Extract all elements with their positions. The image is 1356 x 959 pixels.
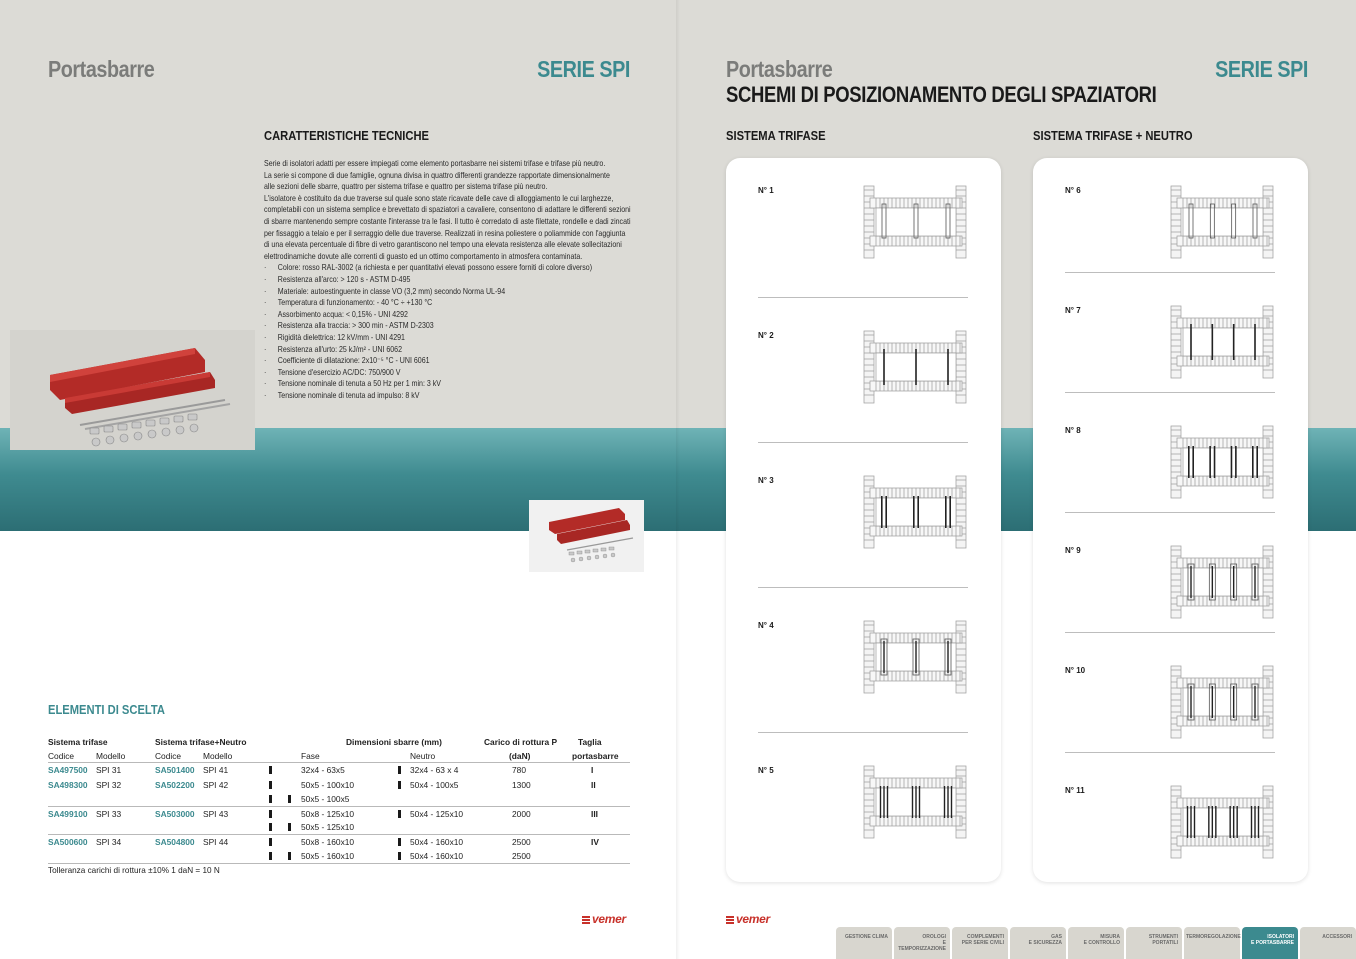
- table-row: [48, 778, 630, 792]
- cell-taglia: IV: [591, 837, 599, 848]
- table-header-row-1: [48, 735, 630, 749]
- busbar-icon: [269, 810, 272, 818]
- cell-neutro: 50x4 - 100x5: [410, 779, 459, 790]
- th-neutro: Neutro: [410, 751, 436, 762]
- section-tab-label-2: PER SERIE CIVILI: [961, 940, 1004, 946]
- section-tab-label-2: E CONTROLLO: [1083, 940, 1120, 946]
- busbar-icon: [288, 852, 291, 860]
- spacer-diagram: [862, 184, 970, 260]
- right-page-title: Portasbarre: [726, 56, 833, 82]
- busbar-icon: [398, 781, 401, 789]
- tech-paragraph-line: completabili con un sistema semplice e brevettato di spaziatori a cavaliere, consentono di adattare le differenti sezioni: [264, 205, 631, 215]
- cell-modello: SPI 31: [96, 765, 122, 776]
- scheme-separator: [1065, 272, 1275, 273]
- tech-text: [264, 158, 631, 401]
- section-tab-label: ACCESSORI: [1322, 934, 1352, 940]
- spacer-diagram: [1169, 184, 1277, 260]
- table-row: [48, 792, 630, 806]
- scheme-diagram: [862, 764, 970, 845]
- section-tab[interactable]: [836, 927, 892, 959]
- busbar-icon: [398, 766, 401, 774]
- table-row: [48, 849, 630, 863]
- col1-heading: SISTEMA TRIFASE: [726, 128, 826, 143]
- left-logo: vemer: [582, 912, 626, 926]
- section-tab[interactable]: [1300, 927, 1356, 959]
- section-tab-label-2: E SICUREZZA: [1028, 940, 1062, 946]
- busbar-icon: [269, 838, 272, 846]
- scheme-separator: [758, 732, 968, 733]
- scheme-separator: [758, 587, 968, 588]
- tech-bullet: · Resistenza all'arco: > 120 s - ASTM D-495: [264, 274, 591, 286]
- scheme-diagram: [1169, 304, 1277, 385]
- tech-paragraph-line: di una elevata percentuale di fibre di vetro garantiscono nel tempo una elevata resistenza alle elevate sollecitazioni: [264, 240, 622, 250]
- scheme-label: N° 7: [1065, 306, 1081, 315]
- tech-paragraph-line: alle sezioni delle sbarre, quattro per sistema trifase e quattro per sistema trifase più neutro.: [264, 182, 548, 192]
- right-series-title: SERIE SPI: [1215, 56, 1308, 82]
- cell-modello2: SPI 42: [203, 779, 229, 790]
- scheme-label: N° 1: [758, 186, 774, 195]
- scheme-label: N° 4: [758, 621, 774, 630]
- section-tab-label: MISURA: [1100, 934, 1120, 940]
- right-page-subtitle: SCHEMI DI POSIZIONAMENTO DEGLI SPAZIATORI: [726, 82, 1157, 107]
- right-logo: vemer: [726, 912, 770, 926]
- cell-carico: 780: [512, 765, 526, 776]
- cell-modello: SPI 32: [96, 779, 122, 790]
- tech-paragraph-line: di sbarre mantenendo sempre costante l'interasse tra le fasi. Il tutto è corredato di aste filettate, rondelle e dadi zincati: [264, 216, 631, 226]
- busbar-icon: [269, 781, 272, 789]
- scheme-label: N° 5: [758, 766, 774, 775]
- neutro-card: [1033, 158, 1308, 882]
- tech-paragraph-line: per fissaggio a telaio e per il serraggio delle due traverse. Realizzati in resina poliestere o poliammide con l'aggiunta: [264, 228, 626, 238]
- tech-bullet: · Tensione nominale di tenuta ad impulso: 8 kV: [264, 390, 591, 402]
- scheme-separator: [1065, 392, 1275, 393]
- th-dimensioni: Dimensioni sbarre (mm): [346, 737, 442, 747]
- cell-neutro: 50x4 - 160x10: [410, 837, 464, 848]
- th-codice: Codice: [48, 751, 75, 762]
- tech-bullet: · Resistenza all'urto: 25 kJ/m² - UNI 6062: [264, 344, 591, 356]
- scheme-label: N° 3: [758, 476, 774, 485]
- scheme-separator: [1065, 632, 1275, 633]
- tech-paragraph-line: Serie di isolatori adatti per essere impiegati come elemento portasbarre nei sistemi trifase e trifase più neutro.: [264, 159, 606, 168]
- section-tab[interactable]: [894, 927, 950, 959]
- busbar-icon: [269, 795, 272, 803]
- table-row: [48, 806, 630, 820]
- th-taglia-2: portasbarre: [572, 751, 619, 762]
- table-row: [48, 763, 630, 777]
- cell-codice: SA499100: [48, 808, 88, 819]
- table-row: [48, 820, 630, 834]
- tech-bullet: · Colore: rosso RAL-3002 (a richiesta e per quantitativi elevati possono essere forniti di colore diverso): [264, 262, 591, 274]
- busbar-icon: [398, 838, 401, 846]
- th-modello-2: Modello: [203, 751, 233, 762]
- spacer-diagram: [1169, 544, 1277, 620]
- th-taglia: Taglia: [578, 737, 602, 747]
- section-tab-label: OROLOGI: [922, 934, 946, 940]
- tech-bullet: · Temperatura di funzionamento: - 40 °C ÷ +130 °C: [264, 297, 591, 309]
- tech-bullet: · Coefficiente di dilatazione: 2x10⁻⁵ °C - UNI 6061: [264, 355, 591, 367]
- table-title: ELEMENTI DI SCELTA: [48, 702, 165, 717]
- scheme-diagram: [1169, 784, 1277, 865]
- tech-bullet: · Materiale: autoestinguente in classe VO (3,2 mm) secondo Norma UL-94: [264, 286, 591, 298]
- th-carico: Carico di rottura P: [484, 737, 558, 747]
- cell-modello2: SPI 43: [203, 808, 229, 819]
- cell-fase: 50x5 - 100x10: [301, 779, 355, 790]
- cell-carico: 2500: [512, 837, 531, 848]
- th-sistema-trifase: Sistema trifase: [48, 737, 108, 747]
- cell-fase: 32x4 - 63x5: [301, 765, 345, 776]
- table-header-row-2: [48, 749, 630, 763]
- th-carico-unit: (daN): [509, 751, 531, 762]
- busbar-icon: [398, 810, 401, 818]
- tech-bullet: · Rigidità dielettrica: 12 kV/mm - UNI 4291: [264, 332, 591, 344]
- busbar-icon: [288, 795, 291, 803]
- cell-codice: SA498300: [48, 779, 88, 790]
- cell-codice2: SA504800: [155, 837, 195, 848]
- cell-codice: SA497500: [48, 765, 88, 776]
- col2-heading: SISTEMA TRIFASE + NEUTRO: [1033, 128, 1193, 143]
- cell-neutro: 50x4 - 125x10: [410, 808, 464, 819]
- product-image-small: [529, 500, 644, 572]
- th-modello: Modello: [96, 751, 126, 762]
- cell-taglia: I: [591, 765, 594, 776]
- product-image-large: [10, 330, 255, 450]
- cell-neutro: 32x4 - 63 x 4: [410, 765, 459, 776]
- spacer-diagram: [1169, 784, 1277, 860]
- cell-modello: SPI 33: [96, 808, 122, 819]
- selection-table: [48, 735, 630, 864]
- cell-carico: 1300: [512, 779, 531, 790]
- scheme-separator: [1065, 752, 1275, 753]
- section-tab-label: ISOLATORI: [1267, 934, 1294, 940]
- scheme-diagram: [1169, 184, 1277, 265]
- cell-neutro: 50x4 - 160x10: [410, 850, 464, 861]
- busbar-icon: [269, 823, 272, 831]
- busbar-icon: [269, 766, 272, 774]
- scheme-label: N° 8: [1065, 426, 1081, 435]
- cell-fase: 50x5 - 125x10: [301, 822, 355, 833]
- scheme-diagram: [862, 184, 970, 265]
- spacer-diagram: [1169, 424, 1277, 500]
- spacer-diagram: [862, 619, 970, 695]
- scheme-diagram: [1169, 544, 1277, 625]
- table-note: Tolleranza carichi di rottura ±10% 1 daN = 10 N: [48, 866, 220, 875]
- scheme-diagram: [1169, 424, 1277, 505]
- tech-bullet: · Tensione d'esercizio AC/DC: 750/900 V: [264, 367, 591, 379]
- spacer-diagram: [862, 764, 970, 840]
- scheme-label: N° 9: [1065, 546, 1081, 555]
- trifase-card: [726, 158, 1001, 882]
- spacer-diagram: [1169, 304, 1277, 380]
- section-tab-label: COMPLEMENTI: [967, 934, 1004, 940]
- th-codice-2: Codice: [155, 751, 182, 762]
- busbar-icon: [398, 852, 401, 860]
- tech-paragraph: [264, 158, 631, 262]
- tech-bullet: · Resistenza alla traccia: > 300 min - ASTM D-2303: [264, 320, 591, 332]
- section-tab-label: GESTIONE CLIMA: [844, 934, 888, 940]
- table-row: [48, 834, 630, 848]
- cell-modello2: SPI 41: [203, 765, 229, 776]
- tech-paragraph-line: elettrodinamiche dovute alle correnti di guasto ed un ottimo comportamento in atmosfera contaminata.: [264, 251, 583, 261]
- scheme-separator: [758, 442, 968, 443]
- th-sistema-neutro: Sistema trifase+Neutro: [155, 737, 247, 747]
- scheme-label: N° 11: [1065, 786, 1085, 795]
- scheme-diagram: [862, 619, 970, 700]
- scheme-label: N° 2: [758, 331, 774, 340]
- scheme-label: N° 6: [1065, 186, 1081, 195]
- section-tab[interactable]: [1126, 927, 1182, 959]
- tech-paragraph-line: L'isolatore è costituito da due traverse sul quale sono state ricavate delle cave di alloggiamento le cui larghezze,: [264, 193, 614, 203]
- section-tab[interactable]: [1068, 927, 1124, 959]
- cell-fase: 50x5 - 100x5: [301, 793, 350, 804]
- section-tab[interactable]: [1242, 927, 1298, 959]
- scheme-diagram: [862, 329, 970, 410]
- cell-modello: SPI 34: [96, 837, 122, 848]
- scheme-diagram: [1169, 664, 1277, 745]
- busbar-icon: [288, 823, 291, 831]
- cell-modello2: SPI 44: [203, 837, 229, 848]
- section-tab[interactable]: [1010, 927, 1066, 959]
- cell-codice2: SA502200: [155, 779, 195, 790]
- tech-bullets: [264, 262, 591, 401]
- cell-fase: 50x8 - 160x10: [301, 837, 355, 848]
- cell-codice2: SA501400: [155, 765, 195, 776]
- section-tab-label-2: E TEMPORIZZAZIONE: [898, 940, 946, 952]
- cell-taglia: II: [591, 779, 596, 790]
- scheme-diagram: [862, 474, 970, 555]
- cell-taglia: III: [591, 808, 598, 819]
- left-series-title: SERIE SPI: [537, 56, 630, 82]
- page-gutter: [676, 0, 680, 959]
- cell-carico: 2000: [512, 808, 531, 819]
- cell-fase: 50x5 - 160x10: [301, 850, 355, 861]
- section-tab[interactable]: [1184, 927, 1240, 959]
- section-tab-label: STRUMENTI: [1148, 934, 1178, 940]
- table-body: [48, 763, 630, 863]
- left-page-title: Portasbarre: [48, 56, 155, 82]
- cell-carico: 2500: [512, 850, 531, 861]
- spacer-diagram: [1169, 664, 1277, 740]
- tech-heading: CARATTERISTICHE TECNICHE: [264, 128, 430, 143]
- section-tab-label: GAS: [1051, 934, 1062, 940]
- scheme-separator: [1065, 512, 1275, 513]
- cell-codice2: SA503000: [155, 808, 195, 819]
- scheme-label: N° 10: [1065, 666, 1086, 675]
- spacer-diagram: [862, 329, 970, 405]
- tech-bullet: · Tensione nominale di tenuta a 50 Hz per 1 min: 3 kV: [264, 378, 591, 390]
- spacer-diagram: [862, 474, 970, 550]
- section-tab-label-2: PORTATILI: [1152, 940, 1178, 946]
- section-tab-label-2: E PORTASBARRE: [1251, 940, 1294, 946]
- tech-bullet: · Assorbimento acqua: < 0,15% - UNI 4292: [264, 309, 591, 321]
- table-bottom-rule: [48, 863, 630, 864]
- tech-paragraph-line: La serie si compone di due famiglie, ognuna divisa in quattro differenti grandezze rapportate dimensionalmente: [264, 170, 610, 180]
- cell-fase: 50x8 - 125x10: [301, 808, 355, 819]
- scheme-separator: [758, 297, 968, 298]
- section-tab[interactable]: [952, 927, 1008, 959]
- th-fase: Fase: [301, 751, 320, 762]
- section-tab-label: TERMOREGOLAZIONE: [1186, 934, 1241, 940]
- cell-codice: SA500600: [48, 837, 88, 848]
- busbar-icon: [269, 852, 272, 860]
